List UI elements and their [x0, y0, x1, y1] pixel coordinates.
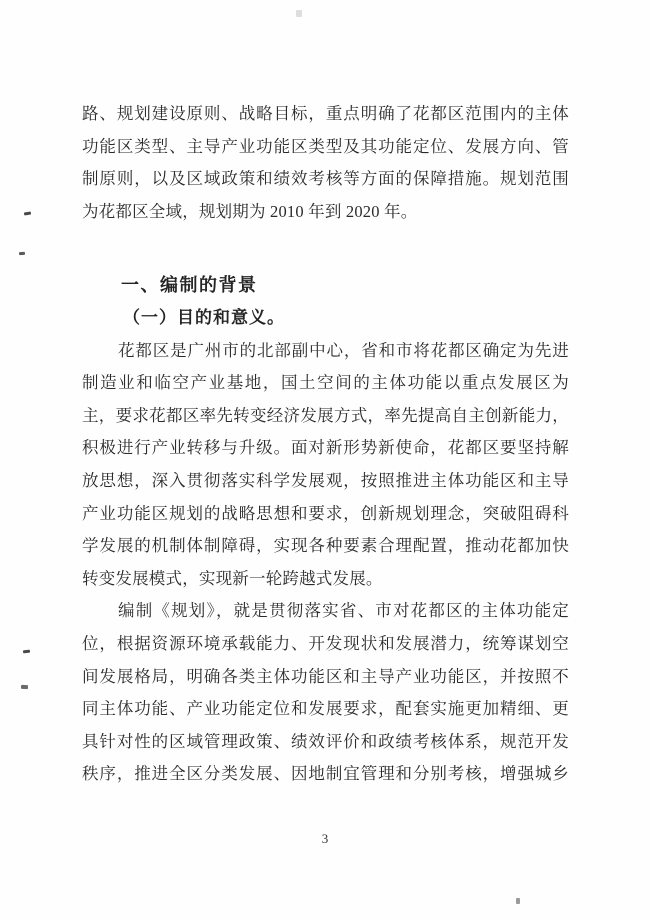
text-line: 制造业和临空产业基地，国土空间的主体功能以重点发展区为 — [82, 373, 569, 393]
text-line: 编制《规划》，就是贯彻落实省、市对花都区的主体功能定 — [118, 601, 569, 621]
text-line: 产业功能区规划的战略思想和要求，创新规划理念，突破阻碍科 — [82, 503, 569, 523]
text-block — [82, 98, 569, 791]
text-line: 秩序，推进全区分类发展、因地制宜管理和分别考核，增强城乡 — [82, 764, 569, 784]
subsection-heading: （一）目的和意义。 — [123, 307, 285, 327]
scan-artifact — [19, 252, 25, 256]
text-line: 积极进行产业转移与升级。面对新形势新使命，花都区要坚持解 — [82, 438, 569, 458]
text-line: 具针对性的区域管理政策、绩效评价和政绩考核体系，规范开发 — [82, 731, 569, 751]
text-line: 功能区类型、主导产业功能区类型及其功能定位、发展方向、管 — [82, 136, 569, 156]
text-line: 路、规划建设原则、战略目标，重点明确了花都区范围内的主体 — [82, 104, 569, 123]
text-line: 主，要求花都区率先转变经济发展方式，率先提高自主创新能力， — [82, 405, 569, 425]
text-line: 同主体功能、产业功能定位和发展要求，配套实施更加精细、更 — [82, 699, 569, 719]
text-line: 转变发展模式，实现新一轮跨越式发展。 — [82, 568, 383, 588]
page-number: 3 — [321, 831, 329, 846]
scan-artifact — [23, 650, 30, 654]
scan-artifact — [21, 685, 28, 689]
text-line: 间发展格局，明确各类主体功能区和主导产业功能区，并按照不 — [82, 666, 569, 686]
text-line: 为花都区全域，规划期为 2010 年到 2020 年。 — [82, 201, 418, 221]
text-line: 制原则，以及区域政策和绩效考核等方面的保障措施。规划范围 — [82, 169, 569, 189]
scan-artifact — [516, 898, 520, 904]
text-line: 学发展的机制体制障碍，实现各种要素合理配置，推动花都加快 — [82, 536, 569, 556]
text-line: 放思想，深入贯彻落实科学发展观，按照推进主体功能区和主导 — [82, 470, 569, 490]
scan-artifact — [296, 10, 302, 17]
text-line: 位，根据资源环境承载能力、开发现状和发展潜力，统筹谋划空 — [82, 633, 569, 653]
scan-artifact — [24, 212, 31, 216]
section-heading: 一、编制的背景 — [121, 275, 258, 296]
text-line: 花都区是广州市的北部副中心，省和市将花都区确定为先进 — [118, 340, 569, 360]
